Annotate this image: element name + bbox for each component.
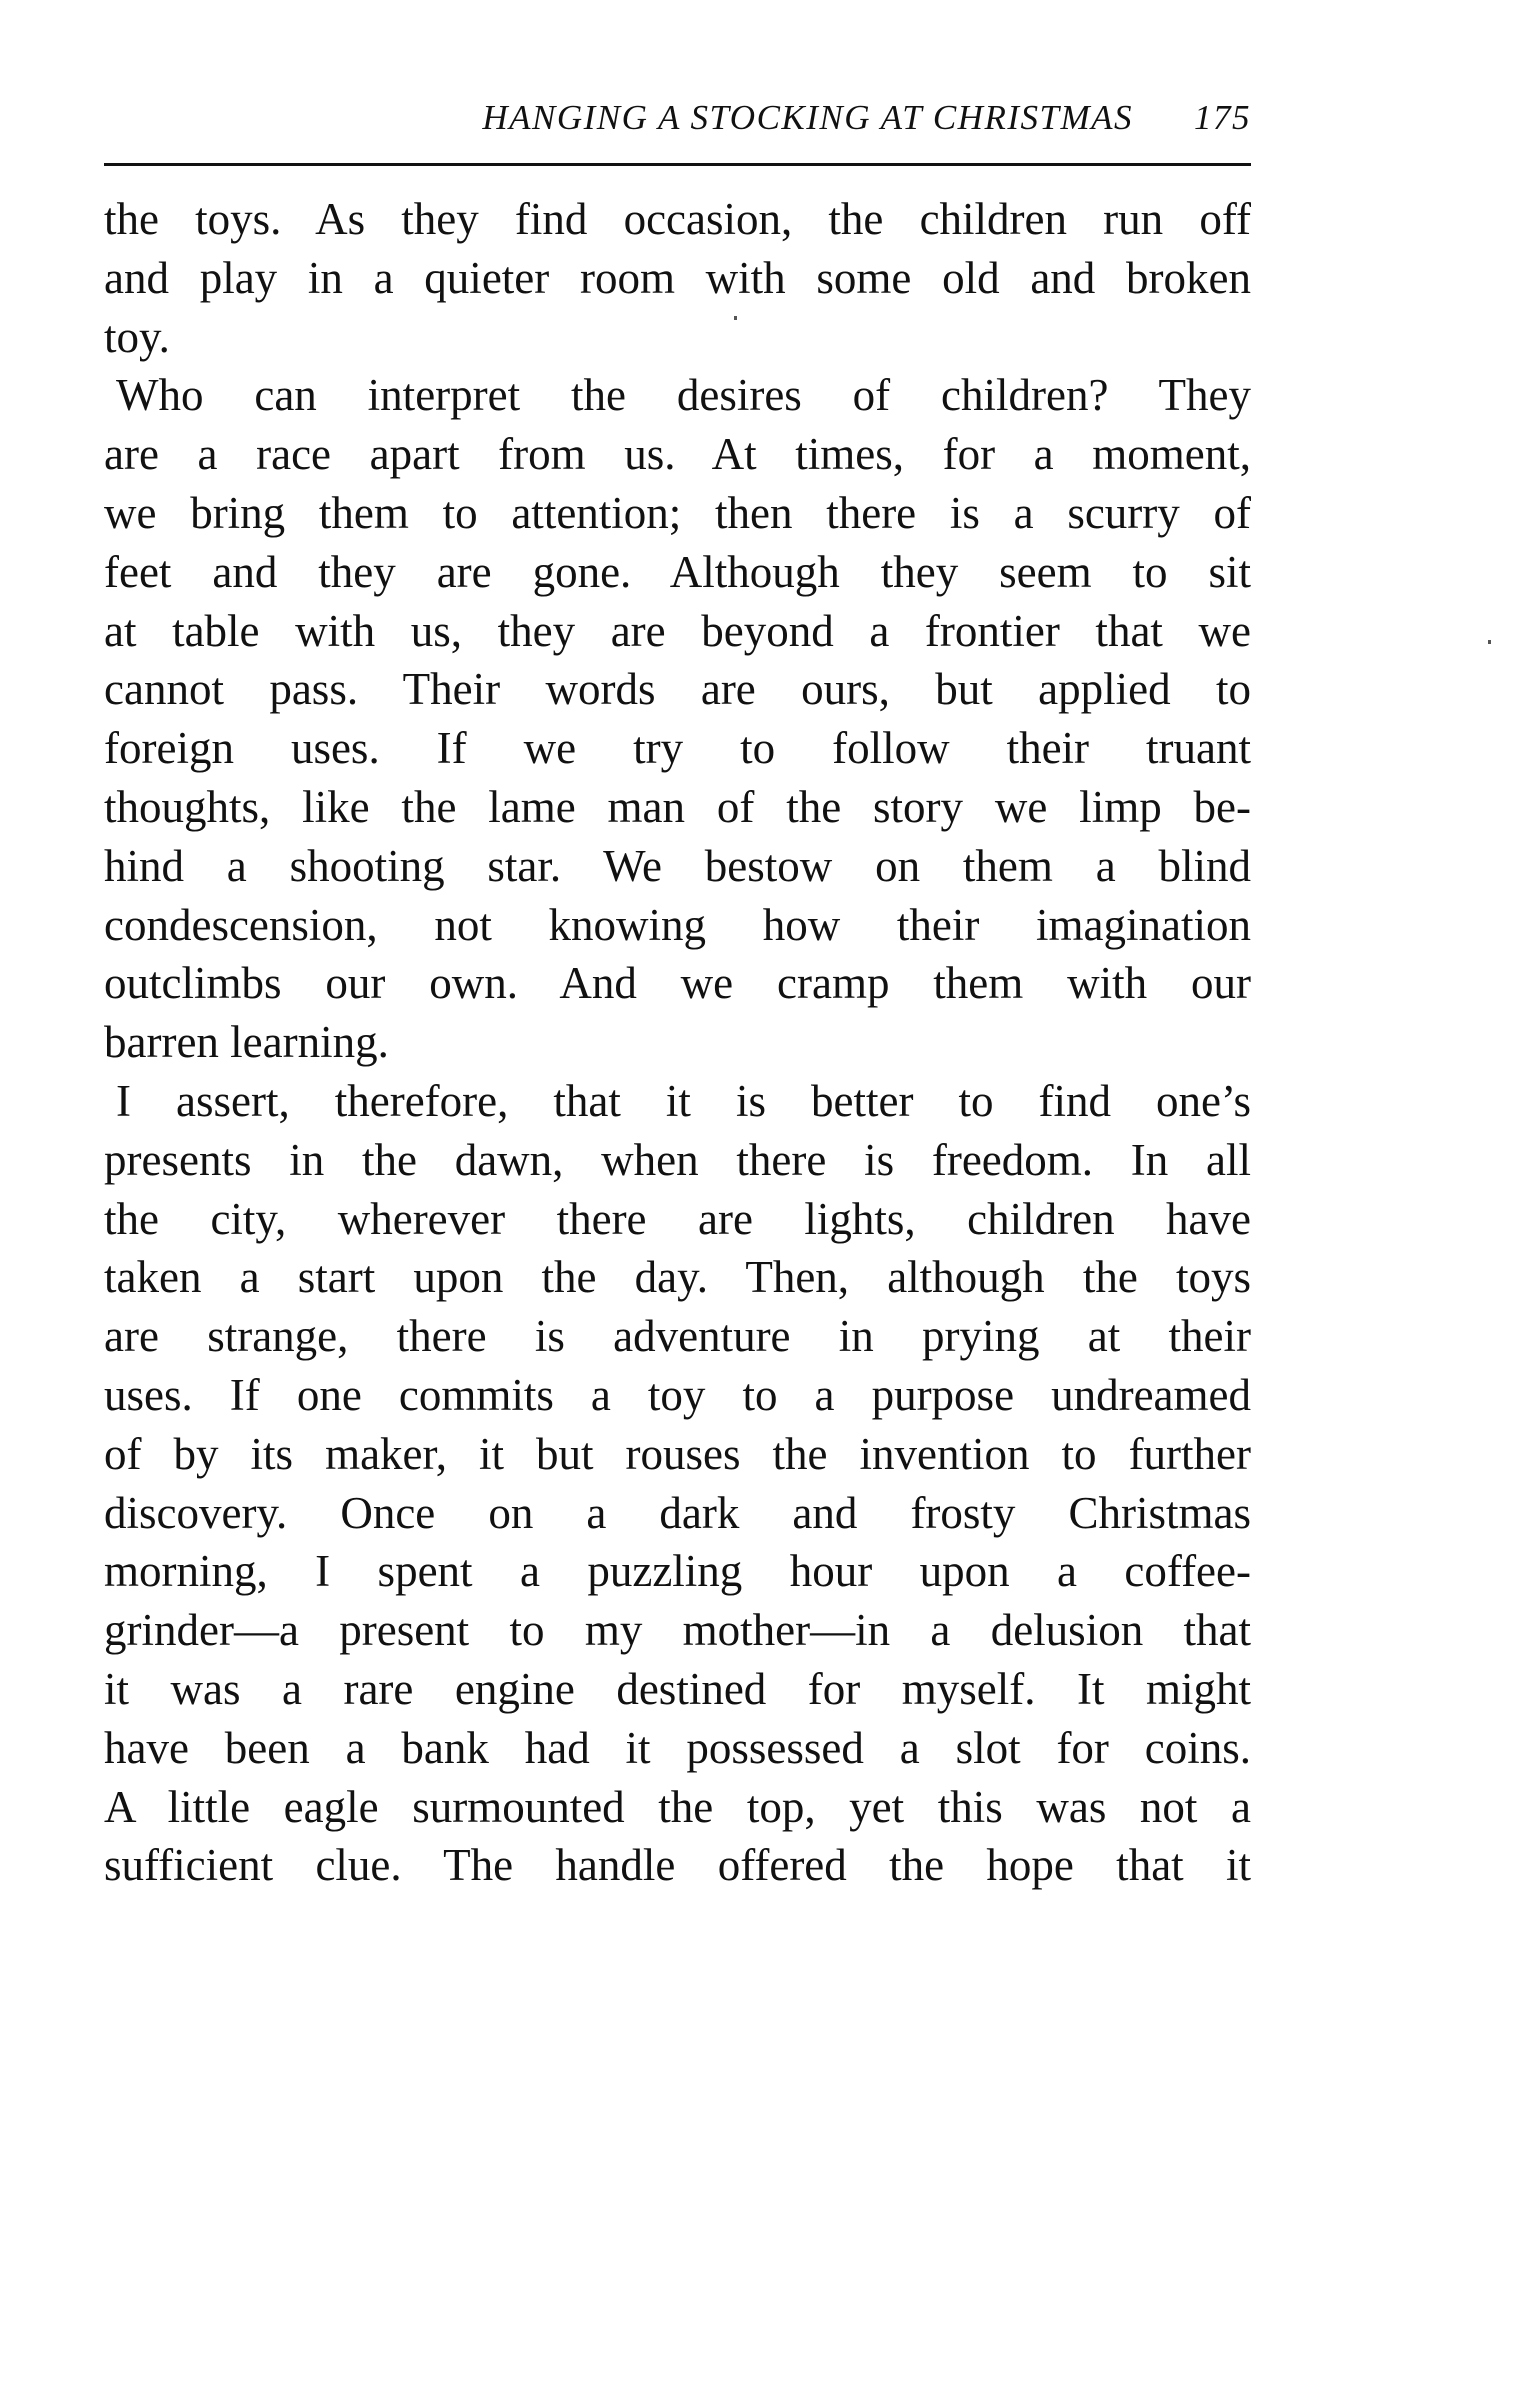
text-line: are a race apart from us. At times, for a moment, bbox=[104, 429, 1251, 480]
text-line: toy. bbox=[104, 311, 170, 362]
text-line: of by its maker, it but rouses the invention to further bbox=[104, 1428, 1251, 1479]
text-line: Who can interpret the desires of children? They bbox=[116, 370, 1251, 421]
text-line: the toys. As they find occasion, the children run off bbox=[104, 194, 1251, 244]
text-line: presents in the dawn, when there is freedom. In all bbox=[104, 1134, 1251, 1185]
page-number: 175 bbox=[1194, 98, 1251, 137]
text-line: I assert, therefore, that it is better to find one’s bbox=[116, 1075, 1251, 1126]
running-header bbox=[104, 98, 1251, 148]
text-line: uses. If one commits a toy to a purpose undreamed bbox=[104, 1369, 1251, 1420]
text-line: thoughts, like the lame man of the story we limp be- bbox=[104, 781, 1251, 832]
text-line: feet and they are gone. Although they seem to sit bbox=[104, 546, 1251, 597]
print-speck bbox=[1488, 640, 1491, 644]
text-line: grinder—a present to my mother—in a delusion that bbox=[104, 1605, 1251, 1656]
text-line: condescension, not knowing how their imagination bbox=[104, 899, 1251, 950]
body-text bbox=[104, 190, 1251, 1895]
text-line: taken a start upon the day. Then, although the toys bbox=[104, 1252, 1251, 1303]
text-line: outclimbs our own. And we cramp them with our bbox=[104, 958, 1251, 1009]
print-speck bbox=[734, 316, 737, 320]
text-line: sufficient clue. The handle offered the hope that it bbox=[104, 1840, 1251, 1891]
text-line: it was a rare engine destined for myself. It might bbox=[104, 1663, 1251, 1714]
text-line: have been a bank had it possessed a slot for coins. bbox=[104, 1722, 1251, 1773]
text-line: and play in a quieter room with some old and broken bbox=[104, 252, 1251, 303]
text-line: are strange, there is adventure in prying at their bbox=[104, 1311, 1251, 1362]
text-line: at table with us, they are beyond a frontier that we bbox=[104, 605, 1251, 656]
running-title: HANGING A STOCKING AT CHRISTMAS bbox=[482, 98, 1133, 137]
text-line: morning, I spent a puzzling hour upon a coffee- bbox=[104, 1546, 1251, 1597]
text-line: discovery. Once on a dark and frosty Christmas bbox=[104, 1487, 1251, 1538]
text-line: the city, wherever there are lights, children have bbox=[104, 1193, 1251, 1244]
text-line: foreign uses. If we try to follow their truant bbox=[104, 723, 1251, 774]
text-line: hind a shooting star. We bestow on them a blind bbox=[104, 840, 1251, 891]
text-line: A little eagle surmounted the top, yet this was not a bbox=[104, 1781, 1251, 1832]
text-line: barren learning. bbox=[104, 1017, 389, 1068]
text-line: cannot pass. Their words are ours, but applied to bbox=[104, 664, 1251, 715]
header-rule bbox=[104, 163, 1251, 166]
text-line: we bring them to attention; then there is a scurry of bbox=[104, 487, 1251, 538]
